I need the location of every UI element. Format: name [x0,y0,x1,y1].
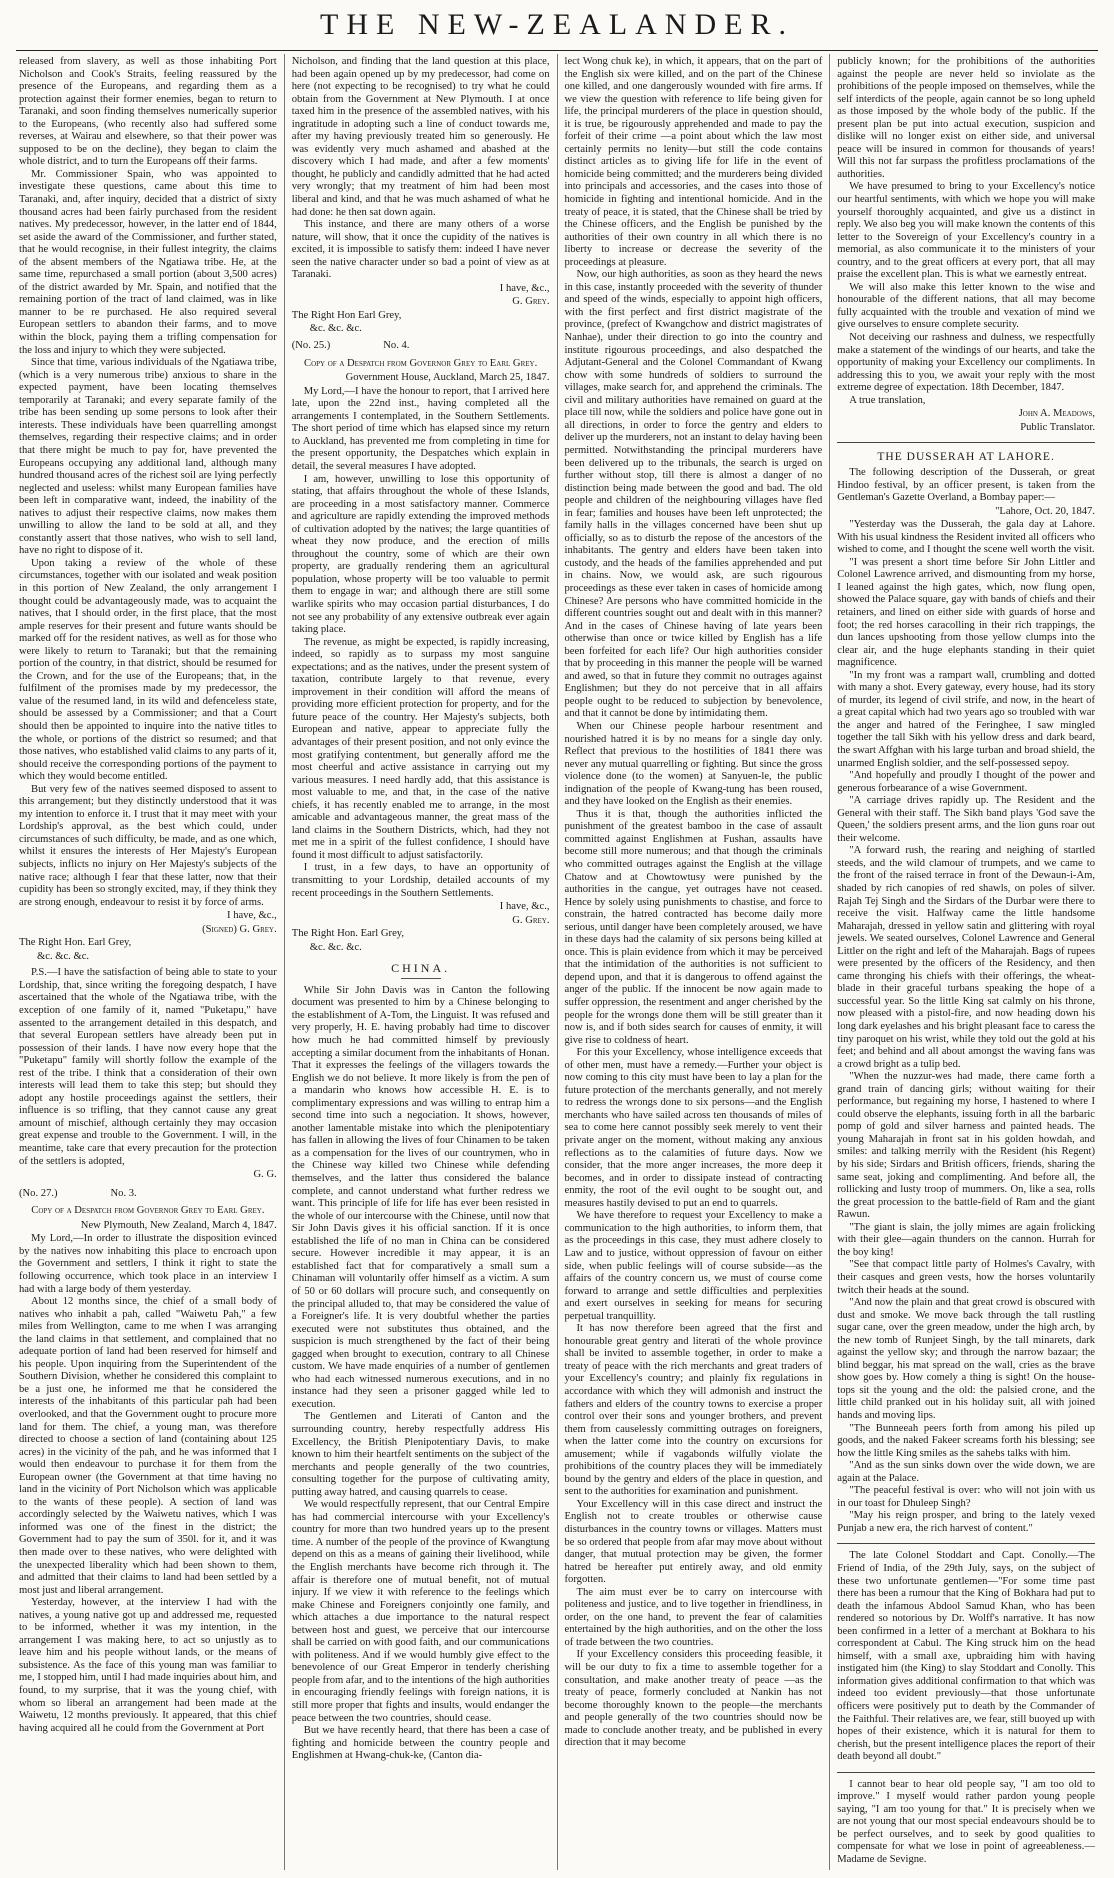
paragraph: "When the nuzzur-wes had made, there came forth a grand train of dancing girls; without waiting for their performance, but regaining my horse, I hastened to where I could observe the elephants, issuing forth in all the barbaric pomp of gold and silver harness and painted heads. The young Maharajah in front sat in his golden howdah, and smiles: and talking merrily with the Resident (his Regent) by his side; Sirdars and British officers, friends, sharing the same seat, joking and complimenting. And before all, the rollicking and lusty troop of mummers. On, like a sea, rolls the great procession to the battle-field of Ram and the giant Rawun. [837,1071,1095,1221]
signature-initials: G. G. [253,1169,277,1181]
despatch-number: (No. 27.) No. 3. [19,1187,137,1199]
despatch-number: (No. 25.) No. 4. [291,340,410,352]
signature-name: G. Grey. [512,914,550,926]
paragraph: "I was present a short time before Sir John Littler and Colonel Lawrence arrived, and dismounting from my horse, I leaned against the high gates, which, now flung open, showed the Palace square, gay with bands of chiefs and their retainers, and lined on either side with guards of horse and foot; the red horses caracolling in their rich trappings, the dun lances upshooting from those yellow clumps into the clear air, and the huge elephants standing in their quiet magnificence. [837,556,1095,669]
masthead-rule [16,50,1098,51]
despatch-place-date: New Plymouth, New Zealand, March 4, 1847. [80,1219,277,1231]
addressee: The Right Hon. Earl Grey, [19,937,132,949]
paragraph: "The peaceful festival is over: who will not join with us in our toast for Dhuleep Singh? [837,1485,1095,1509]
paragraph: Your Excellency will in this case direct and instruct the English not to create troubles or otherwise cause disturbances in the country towns or villages. Matters must be so ordered that people from afar may move about without danger, that mutual protection may be given, the former hatred be hereafter put entirely away, and old enmity forgotten. [564,1498,823,1586]
paragraph: The revenue, as might be expected, is rapidly increasing, indeed, so rapidly as to surpass my most sanguine expectations; and as the natives, under the present system of taxation, contribute largely to that revenue, every improvement in their condition will afford the means of providing more efficient protection for property, and for the future peace of the country. Her Majesty's subjects, both European and native, appear to appreciate fully the advantages of their present position, and not only evince the most gratifying contentment, but generally afford me the most cheerful and active assistance in carrying out my various measures. I need hardly add, that this assistance is most valuable to me, and that, in the case of the native chiefs, it has recently enabled me to arrange, in the most amicable and advantageous manner, the great mass of the land claims in the Southern Districts, which, had they not met me in a spirit of the fullest confidence, I should have found it most difficult to adjust satisfactorily. [291,636,550,861]
paragraph: "And hopefully and proudly I thought of the power and generous forbearance of a wise Government. [837,770,1095,794]
signature-title: Public Translator. [1020,421,1095,433]
paragraph: "See that compact little party of Holmes's Cavalry, with their casques and green vests, how the horses voluntarily twitch their heads at the sound. [837,1259,1095,1296]
addressee-etc: &c. &c. &c. [309,323,362,335]
paragraph: Thus it is that, though the authorities inflicted the punishment of the greatest bamboo in the case of assault committed against Englishmen at Fushan, assaults have become still more numerous; and that though the criminals who committed outrages against the English at the village Chatow and at Chowtowtusy were punished by the authorities in the cangue, yet outrages have not ceased. Hence by solely using punishments to chastise, and force to constrain, the hatred contracted has become daily more serious, until danger have been completely aroused, we have in these days had the calamity of six persons being killed at once. This is plain evidence from which it may be perceived that the intimidation of the authorities is not sufficient to depend upon, and that it is dangerous to offend against the anger of the public. If the innocent be now again made to suffer oppression, the resentment and anger cherished by the people for the wrongs done them will be still greater than it now is, and if both sides search for causes of enmity, it will give rise to coldness of heart. [564,808,823,1046]
paragraph: The following description of the Dusserah, or great Hindoo festival, by an officer present, is taken from the Gentleman's Gazette Overland, a Bombay paper:— [837,466,1095,504]
paragraph: Mr. Commissioner Spain, who was appointed to investigate these questions, came about this time to Taranaki, and, after inquiry, decided that a district of sixty thousand acres had been fairly purchased from the resident natives. My predecessor, however, in the latter end of 1844, set aside the award of the Commissioner, and further stated, that he would recognise, in their fullest integrity, the claims of the absent members of the Ngatiawa tribe. He, at the same time, repurchased a small portion (about 3,500 acres) of the district awarded by Mr. Spain, and notified that the remaining portion of the tract of land claimed, was in like manner to be re purchased. He also required several European settlers to abandon their farms, and to move within the block, paying them a trifling compensation for the loss and injury to which they were subjected. [19,168,277,356]
paragraph: lect Wong chuk ke), in which, it appears, that on the part of the English six were killed, and on the part of the Chinese one killed, and one dangerously wounded with fire arms. If we view the question with reference to life being given for life, the principal murderers of the place in question should, it is true, be rigourously apprehended and made to pay the forfeit of their crime —a point about which the law most certainly permits no lenity—but still the code contains distinct articles as to giving life for life in the event of homicide being committed; and the murderers being divided into principals and accessories, and the cases into those of homicide in fighting and intentional homicide. And in the treaty of peace, it is stated, that the Chinese shall be tried by the Chinese officers, and the English be punished by the authorities of their own country in all which there is no liberty to increase or decrease the severity of the proceedings at pleasure. [564,56,823,268]
paragraph: Yesterday, however, at the interview I had with the natives, a young native got up and addressed me, requested to be informed, whether it was my intention, in the arrangement I was making here, to act so unjustly as to leave him and his people without lands, or the means of subsistence. As the face of this young man was familiar to me, I stopped him, until I had made inquiries about him, and found, to my surprise, that it was the young chief, with whom so liberal an arrangement had been made at the Waiwetu, 12 months previously. It appeared, that this chief having acquired all he could from the Government at Port [19,1597,277,1734]
paragraph: When our Chinese people harbour resentment and nourished hatred it is by no means for a single day only. Reflect that previous to the hostilities of 1841 there was never any mutual quarrelling or fighting. But since the gross violence done (to the women) at Sanyuen-le, the public indignation of the people of Kwang-tung has been roused, and they have looked on the English as their enemies. [564,720,823,808]
paragraph: About 12 months since, the chief of a small body of natives who inhabit a pah, called "Waiwetu Pah," a few miles from Wellington, came to me when I was arranging the land claims in that settlement, and complained that no adequate portion of land had been reserved for himself and his people. Upon inquiring from the Superintendent of the Southern Division, whether he considered this complaint to be a just one, he informed me that he considered the interests of the inhabitants of this particular pah had been overlooked, and that the Government ought to procure more land for them. The chief, a young man, was therefore directed to choose a section of land (containing about 125 acres) in the vicinity of the pah, and he was informed that I would then endeavour to purchase it for them from the European owner (the Government at that time having no land in the vicinity of Port Nicholson which was applicable to the wants of these people). A section of land was accordingly selected by the Waiwetu natives, which I was informed was one of the finest in the district; the Government had to pay the sum of 350l. for it, and it was then made over to these natives, who were delighted with the unexpected liberality which had been shown to them, and admitted that their claims to land had been settled by a most just and liberal arrangement. [19,1296,277,1596]
signature-line: I have, &c., [499,282,550,294]
paragraph: "A carriage drives rapidly up. The Resident and the General with their staff. The Sikh band plays 'God save the Queen,' the soldiers present arms, and the lion guns roar out their welcome. [837,795,1095,844]
paragraph: Nicholson, and finding that the land question at this place, had been again opened up by my predecessor, had come on here (not expecting to be recognised) to try what he could obtain from the Government at New Plymouth. I at once taxed him in the presence of the assembled natives, with his ingratitude in adopting such a line of conduct towards me, after my having previously treated him so generously. He was evidently very much ashamed and abashed at the discovery which I had made, and after a few moments' thought, he publicly and candidly admitted that he had acted very wrongly; that my treatment of him had been most liberal and kind, and that he was much ashamed of what he had done: he then sat down again. [291,56,550,218]
section-heading-dusserah: THE DUSSERAH AT LAHORE. [877,451,1055,464]
paragraph: "The giant is slain, the jolly mimes are again frolicking with their glee—again thunders on the cannon. Hurrah for the boy king! [837,1221,1095,1258]
paragraph: For this your Excellency, whose intelligence exceeds that of other men, must have a remedy.—Further your object is now coming to this city must have been to lay a plan for the future protection of the merchants generally, and not merely to redress the wrongs done to six persons—and the English merchants who have sailed across ten thousands of miles of sea to come here cannot possibly seek merely to vent their private anger on the moment, without making any anxious reflections as to the calamities of future days. Now we consider, that the more anger increases, the more deep it becomes, and in order to dissipate instead of contracting enmity, the root of the evil ought to be sought out, and measures hastily devised to put an end to quarrels. [564,1047,823,1209]
signature-line: I have, &c., [499,901,550,913]
paragraph: We will also make this letter known to the wise and honourable of the different nations, that all may become fully acquainted with the trouble and vexation of mind we give ourselves to ensure complete security. [837,281,1095,331]
paragraph: Now, our high authorities, as soon as they heard the news in this case, instantly proceeded with the severity of thunder and speed of the winds, especially to appoint high officers, with the first perfect and first district magistrate of the province, (prefect of Kwangchow and district magistrates of Nanhae), under their direction to go into the country and institute rigourous proceedings, and also despatched the Adjutant-General and the Colonel Commandant of Kwang chow with some hundreds of soldiers to surround the villages, make search for, and apprehend the criminals. The civil and military authorities have remained on guard at the place till now, while the soldiers and police have gone out in all directions, in order to force the gentry and elders to deliver up the murderers, not an instant to delay having been permitted. Notwithstanding the principal murderers have been delivered up to the tribunals, the search is urged on further without stop, till there is almost a danger of no distinction being made between the good and bad. The old people and children of the neighbouring villages have fled in fear; families and houses have been left unprotected; the family halls in the villages concerned have been shut up officially, so as to disturb the repose of the ancestors of the inhabitants. The gentry and elders have been taken into custody, and the heads of the families apprehended and put in chains. Now, we would ask, are such rigourous proceedings as these ever taken in cases of homicide among Chinese? Are persons who have committed homicide in the different countries sought out and dealt with in this manner? And in the cases of Chinese having of late years been otherwise than once or twice killed by English has a life been forfeited for each life? Our high authorities consider that by proceeding in this manner the people will be warned and awed, so that in future they commit no outrages against Englishmen; but they do not perceive that in all affairs people ought to be reduced to subjection by benevolence, and that it cannot be done by intimidating them. [564,269,823,720]
columns-container [12,54,1102,1870]
paragraph: "A forward rush, the rearing and neighing of startled steeds, and the wild clamour of trumpets, and we came to the front of the raised terrace in front of the Dewaun-i-Am, shaded by rich canopies of red shawls, on poles of silver. Rajah Tej Singh and the Sirdars of the Durbar were there to receive the visit. Halfway came the little handsome Maharajah, dressed in yellow satin and glittering with royal jewels. We seated ourselves, Colonel Lawrence and General Littler on the right and left of the Maharajah. Bags of rupees were presented by the officers of the Residency, and then came thronging his chiefs with their offerings, the wheat-blade in their graceful turbans speaking the hope of a successful year. So the little King sat calmly on his throne, now pleased with a pistol-fire, and now heading down his long dark eyelashes and his bright pleasant face to caress the tiny paroquet on his wrist, while they told out the gold at his feet; and behind and all about amongst the waving fans was a crowd bright as a tulip bed. [837,845,1095,1070]
paragraph: "May his reign prosper, and bring to the lately vexed Punjab a new era, the rich harvest of content." [837,1510,1095,1534]
paragraph: While Sir John Davis was in Canton the following document was presented to him by a Chinese belonging to the establishment of A-Tom, the Linguist. It was refused and very properly, H. E. having probably had time to discover how much he had committed himself by previously accepting a similar document from the inhabitants of Honan. That it expresses the feelings of the villagers towards the English we do not believe. It more likely is from the pen of a mandarin who knows how accessible H. E. is to complimentary expressions and was willing to entrap him a second time into such a negociation. It shows, however, another lamentable mistake into which the plenipotentiary has fallen in allowing the lives of four Chinamen to be taken as a compensation for the lives of our countrymen, who in the Chinese way killed two Chinese while defending themselves, and the latter thus considered the balance complete, and cannot understand what further redress we want. This principle of life for life has ever been resisted in the whole of our intercourse with the Chinese, until now that Sir John Davis gives it his official sanction. If it is once established the life of no man in China can be considered secure. However incredible it may appear, it is an established fact that for comparatively a small sum a Chinaman will voluntarily offer himself as a victim. A sum of 50 or 60 dollars will procure such, and consequently on the principal alluded to, that may be considered the value of a Foreigner's life. It is very doubtful whether the parties executed were not substitutes thus obtained, and the suspicion is much strengthened by the fact of their being gagged when brought to execution, contrary to all Chinese custom. We have made enquiries of a number of gentlemen who had each witnessed numerous executions, and in no instance had they seen a prisoner gagged while led to execution. [291,984,550,1410]
paragraph: "And as the sun sinks down over the wide down, we are again at the Palace. [837,1460,1095,1484]
paragraph: If your Excellency considers this proceeding feasible, it will be our duty to fix a time to assemble together for a consultation, and make another treaty of peace —as the treaty of peace, formerly concluded at Nankin has not become thoroughly known to the people—the merchants and people generally of the two countries should now be made to conclude another treaty, and be published in every direction that it may become [564,1649,823,1749]
paragraph: "And now the plain and that great crowd is obscured with dust and smoke. We move back through the tall rustling sugar cane, over the green meadow, under the high arch, by the new tomb of Runjeet Singh, by the tall minarets, dark against the yellow sky; and through the narrow bazaar; the blind beggar, his mat spread on the wall, cries as the brave show goes by. How comely a thing is sight! On the house-tops sit the young and the old: the palsied crone, and the little child pranked out in his holiday suit, all with joined hands and moving lips. [837,1297,1095,1421]
despatch-heading: Copy of a Despatch from Governor Grey to Earl Grey. [304,357,538,369]
masthead-title: THE NEW-ZEALANDER. [320,8,794,41]
paragraph: P.S.—I have the satisfaction of being able to state to your Lordship, that, since writing the foregoing despatch, I have ascertained that the whole of the Ngatiawa tribe, with the exception of one family of it, named "Puketapu," have assented to the arrangement detailed in this despatch, and that several European settlers have already been put in possession of their lands. I have now every hope that the "Puketapu" family will shortly follow the example of the rest of the tribe. I think that a consideration of their own interests will lead them to take this step; but should they adopt any hostile proceedings against the settlers, their influence is so trifling, that they cannot cause any great amount of mischief, although certainly they may occasion great expense and trouble to the Government. I will, in the meantime, take care that every precaution for the protection of the settlers is adopted, [19,967,277,1167]
paragraph: We would respectfully represent, that our Central Empire has had commercial intercourse with your Excellency's country for more than two hundred years up to the present time. A number of the people of the province of Kwangtung depend on this as a means of gaining their livelihood, while the English merchants have become rich through it. The affair is therefore one of mutual benefit, not of mutual injury. If we view it with reference to the feelings which make Chinese and Foreigners conjointly one family, and which attaches a due importance to the natural respect between host and guest, we perceive that our intercourse shall be carried on with good faith, and our communications with politeness. And if we would humbly give effect to the benevolence of our Great Emperor in tenderly cherishing people from afar, and to the intentions of the high authorities in encouraging friendly feelings with foreign nations, it is still more proper that fights and insults, would endanger the peace between the two countries, should cease. [291,1499,550,1724]
article-separator [837,1772,1095,1773]
paragraph: released from slavery, as well as those inhabiting Port Nicholson and Cook's Straits, feeling reassured by the presence of the Europeans, and regarding them as a protection against their former enemies, began to return to Taranaki, and soon finding themselves numerically superior to the Europeans, (who recently also had suffered some reverses, at Wairau and elsewhere, so that their power was supposed to be on the decline), they began to claim the whole district, and to turn the Europeans off their farms. [19,56,277,168]
paragraph: publicly known; for the prohibitions of the authorities against the people are never held so inviolate as the prohibitions of the people imposed on themselves, while the self interdicts of the people, again cannot be so long upheld as those imposed by the whole body of the public. If the present plan be put into actual execution, suspicion and dislike will no longer exist on either side, and universal peace will be insured in common for thousands of years! Will this not far surpass the profitless proclamations of the authorities. [837,56,1095,180]
paragraph: We have presumed to bring to your Excellency's notice our heartful sentiments, with which we hope you will make yourself thoroughly acquainted, and give us a distinct in reply. We also beg you will make known the contents of this letter to the Sovereign of your Excellency's country in a memorial, as also communicate it to the ministers of your country, and to the great officers at every port, that all may praise the excellent plan. This is what we earnestly entreat. [837,181,1095,281]
article-separator [837,1543,1095,1544]
addressee-etc: &c. &c. &c. [37,950,90,962]
paragraph: I trust, in a few days, to have an opportunity of transmitting to your Lordship, detailed accounts of my recent proceedings in the Southern Settlements. [291,862,550,899]
paragraph: "In my front was a rampart wall, crumbling and dotted with many a shot. Every gateway, every house, had its story of murder, its legend of civil strife, and now, in the heart of a great capital which had two years ago so troubled with war the anger and hatred of the Feringhee, I saw mingled together the tall Sikh with his yellow dress and dark beard, the swart Affghan with his large turban and broad shield, the unarmed English soldier, and the self-possessed sepoy. [837,669,1095,769]
despatch-place-date: Government House, Auckland, March 25, 1847. [345,372,550,384]
paragraph: "The Bunneeah peers forth from among his piled up goods, and the naked Fakeer screams forth his blessing; see how the little King smiles as the sahebs talks with him. [837,1422,1095,1459]
paragraph: I cannot bear to hear old people say, "I am too old to improve." I myself would rather pardon young people saying, "I am too young for that." It is precisely when we are not young that our most special endeavours should be to be perfect ourselves, and to seek by good qualities to compensate for what we lose in point of agreeableness.—Madame de Sevigne. [837,1778,1095,1866]
column-3 [558,54,831,1870]
paragraph: A true translation, [849,394,926,406]
paragraph: This instance, and there are many others of a worse nature, will show, that it once the cupidity of the natives is excited, it is impossible to satisfy them: indeed I have never seen the native character under so bad a point of view as at Taranaki. [291,219,550,281]
dateline: "Lahore, Oct. 20, 1847. [995,505,1095,517]
column-4 [830,54,1102,1870]
article-separator [837,442,1095,443]
paragraph: But we have recently heard, that there has been a case of fighting and homicide between the country people and Englishmen at Hwang-chuk-ke, (Canton dia- [291,1725,550,1762]
column-1 [12,54,285,1870]
section-separator [401,978,441,979]
paragraph: My Lord,—I have the honour to report, that I arrived here late, upon the 22nd inst., having completed all the arrangements I contemplated, in the Southern Settlements. The short period of time which has elapsed since my return to Auckland, has prevented me from completing in time for the present opportunity, the Despatches which explain in detail, the several measures I have adopted. [291,385,550,472]
paragraph: The Gentlemen and Literati of Canton and the surrounding country, hereby respectfully address His Excellency, the British Plenipotentiary Davis, to make known to him their heartfelt sentiments on the subject of the merchants and people generally of the two countries, consulting together for the purpose of cultivating amity, putting away hatred, and causing quarrels to cease. [291,1411,550,1498]
section-heading-china: CHINA. [391,961,451,976]
paragraph: The late Colonel Stoddart and Capt. Conolly.—The Friend of India, of the 29th July, says, on the subject of these two unfortunate gentlemen—"For some time past there has been a rumour that the King of Bokhara had put to death the infamous Abdool Samud Khan, who has been rendered so notorious by Dr. Wolff's narrative. It has now been confirmed in a letter of a merchant at Bokhara to his correspondent at Cabul. The King struck him on the head himself, with a small axe, upbraiding him with having instigated him (the King) to slay Stoddart and Conolly. This information gives additional confirmation to that which was indeed too evident previously—that those unfortunate officers were positively put to death by the Commander of the Faithful. Their relatives are, we fear, still buoyed up with hopes of their existence, which it is natural for them to cherish, but the present intelligence places the report of their death beyond all doubt." [837,1550,1095,1763]
signature-line: I have, &c., [227,910,277,922]
paragraph: "Yesterday was the Dusserah, the gala day at Lahore. With his usual kindness the Resident invited all officers who wished to come, and I thought the scene well worth the visit. [837,519,1095,556]
column-2 [285,54,558,1870]
paragraph: We have therefore to request your Excellency to make a communication to the high authorities, to inform them, that as the proceedings in this case, they must adhere closely to Law and to justice, without oppression of favour on either side, when public feelings will of course subside—as the affairs of the country concern us, we must of course come forward to arrange and settle difficulties and perplexities and exert ourselves in seeking for means for securing perpetual tranquillity. [564,1210,823,1322]
paragraph: I am, however, unwilling to lose this opportunity of stating, that affairs throughout the whole of these Islands, are proceeding in a most satisfactory manner. Commerce and agriculture are rapidly extending the improved methods of cultivation adopted by the natives; the large quantities of wheat they now produce, and the erection of mills throughout the country, some of which are their own property, are gradually rendering them an agricultural population, whose property will be too valuable to permit them to engage in war; and although there are still some warlike spirits who may occasion partial disturbances, I do not see any probability of any extensive outbreak ever again taking place. [291,473,550,636]
paragraph: It has now therefore been agreed that the first and honourable great gentry and literati of the whole province shall be invited to assemble together, in order to make a treaty of peace with the rich merchants and great traders of your Excellency's country; and plainly fix regulations in accordance with which they will admonish and instruct the fathers and elders of the country towns to exercise a proper control over their sons and younger brothers, and prevent them from causelessly committing outrages on foreigners, when the latter come into the country on excursions for amusement; while if vagabonds wilfully violate the prohibitions of the country places they will be immediately bound by the gentry and elders of the place in question, and sent to the authorities for examination and punishment. [564,1323,823,1498]
paragraph: Not deceiving our rashness and dulness, we respectfully make a statement of the windings of our hearts, and take the opportunity of making your Excellency our compliments. In addressing this to you, we await your reply with the most extreme degree of expectation. 18th December, 1847. [837,332,1095,394]
addressee-etc: &c. &c. &c. [309,941,362,953]
signature-name: G. Grey. [512,296,550,308]
paragraph: Upon taking a review of the whole of these circumstances, together with our isolated and weak position in this portion of New Zealand, the only arrangement I thought could be advantageously made, was to acquaint the natives, that I should order, in the first place, that the most ample reserves for their present and future wants should be marked off for the resident natives, as well as for those who were likely to return to Taranaki; but that the remaining portion of the country, in that district, should be resumed for the Crown, and for the use of the Europeans; that, in the fulfilment of the promises made by my predecessor, the value of the resumed land, in its wild and defenceless state, should be assessed by a Commissioner; and that a Court should then be appointed to inquire into the native titles to the whole, or portions of the district so resumed; and that those natives, who established valid claims to any parts of it, should receive the corresponding portions of the payment to which they would become entitled. [19,557,277,783]
paragraph: My Lord,—In order to illustrate the disposition evinced by the natives now inhabiting this place to encroach upon the Government and settlers, I think it right to state the following occurrence, which took place in an interview I had with a large body of them yesterday. [19,1233,277,1295]
paragraph: The aim must ever be to carry on intercourse with politeness and justice, and to live together in friendliness, in order, on the one hand, to prevent the fear of calamities entertained by the high authorities, and on the other the loss of trade between the two countries. [564,1586,823,1648]
paragraph: But very few of the natives seemed disposed to assent to this arrangement; but they distinctly understood that it was my intention to enforce it. I trust that it may meet with your Lordship's approval, as the best which could, under circumstances of such difficulty, be made, and as one which, whilst it ensures the interests of Her Majesty's European subjects, inflicts no injury on Her Majesty's subjects of the native race; although I fear that these latter, now that their cupidity has been so strongly excited, may, if they think they are strong enough, endeavour to resist it by force of arms. [19,783,277,908]
signature-name: John A. Meadows, [1018,408,1095,420]
despatch-heading: Copy of a Despatch from Governor Grey to Earl Grey. [31,1205,265,1217]
signature-name: (Signed) G. Grey. [202,923,277,935]
addressee: The Right Hon Earl Grey, [291,309,402,321]
paragraph: Since that time, various individuals of the Ngatiawa tribe, (which is a very numerous tribe) anxious to share in the expected payment, have been locating themselves temporarily at Taranaki; and every separate family of the tribe has been sending up some persons to look after their interests. These individuals have been quarrelling amongst themselves, regarding their respective claims; and in order that there might be much to pay for, have prevented the Europeans occupying any additional land, although many hundred thousand acres of the richest soil are lying perfectly neglected and useless: whilst many European families have been left in comparative want, indeed, the inability of the natives to adjust their respective claims, now makes them unwilling to allow the land to be sold at all, and they constantly assert that those natives, who wish to sell land, have no right to dispose of it. [19,357,277,557]
addressee: The Right Hon. Earl Grey, [291,928,405,940]
